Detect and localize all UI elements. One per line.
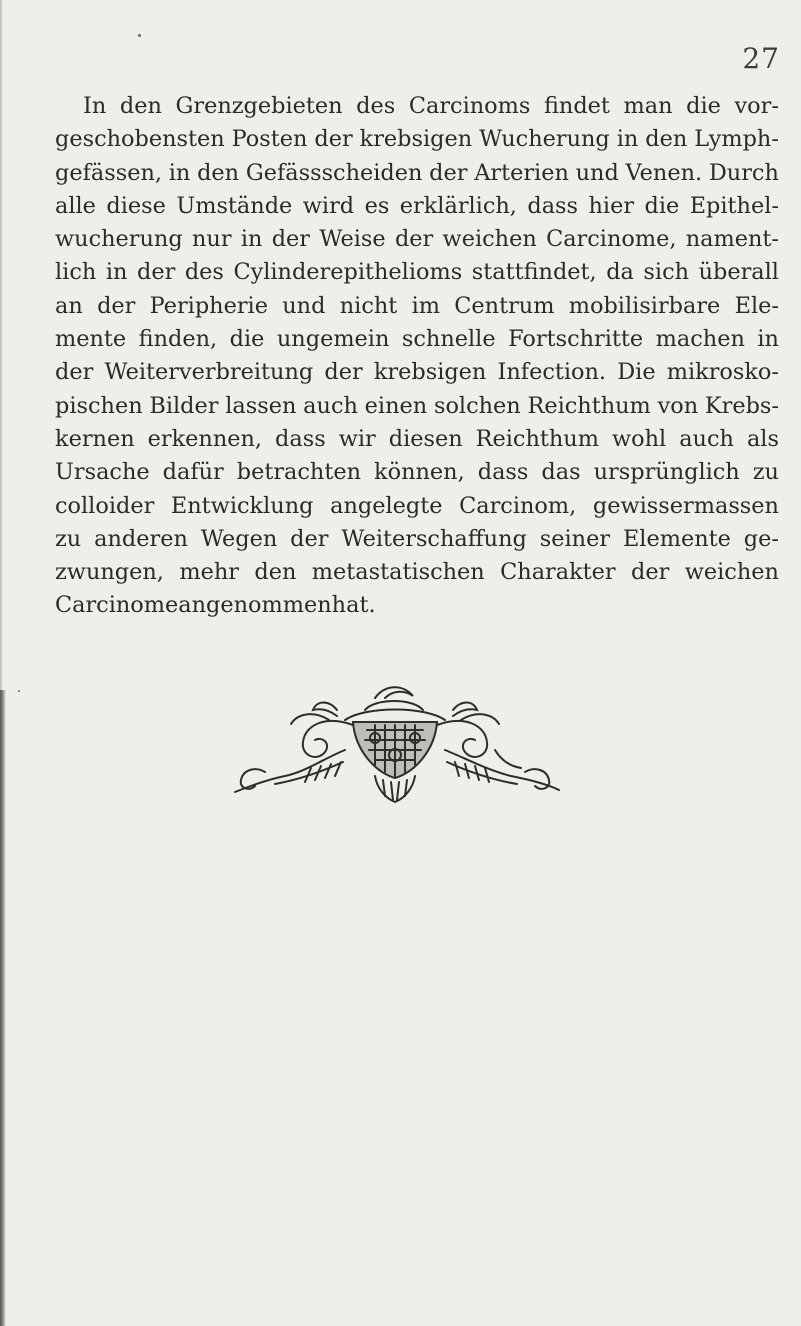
word: wird bbox=[302, 192, 355, 219]
word: der bbox=[394, 226, 434, 253]
paper-speck bbox=[138, 34, 141, 37]
word: diesen bbox=[388, 425, 463, 452]
text-line bbox=[55, 456, 779, 489]
word: Entwicklung bbox=[170, 492, 314, 519]
word: auch bbox=[679, 425, 734, 452]
word: Cylinderepithelioms bbox=[233, 259, 463, 286]
word: Gefässscheiden bbox=[245, 159, 423, 186]
word: findet bbox=[543, 93, 610, 119]
word: colloider bbox=[55, 492, 155, 519]
word: zwungen, bbox=[55, 559, 164, 586]
word: der bbox=[136, 259, 176, 286]
word: in bbox=[240, 226, 263, 253]
word: finden, bbox=[138, 326, 218, 353]
word: wohl bbox=[611, 425, 667, 452]
word: diese bbox=[106, 192, 166, 219]
word: alle bbox=[55, 192, 96, 219]
word: Elemente bbox=[622, 525, 731, 552]
word: auch bbox=[303, 392, 358, 419]
word: überall bbox=[698, 259, 779, 286]
word: mehr bbox=[179, 559, 239, 586]
word: Carcinome bbox=[55, 592, 179, 619]
word: stattfindet, bbox=[471, 259, 597, 286]
word: Posten bbox=[231, 126, 308, 153]
word: schnelle bbox=[401, 326, 496, 353]
word: Ursache bbox=[55, 459, 150, 486]
word: des bbox=[184, 259, 224, 286]
word: dass bbox=[275, 425, 326, 452]
word: hat. bbox=[331, 592, 376, 619]
word: Carcinome, bbox=[546, 226, 677, 253]
word: dass bbox=[527, 192, 579, 219]
text-line bbox=[55, 490, 779, 523]
word: Bilder bbox=[149, 392, 219, 419]
word: die bbox=[644, 192, 680, 219]
word: solchen bbox=[433, 392, 521, 419]
word: Centrum bbox=[454, 292, 555, 319]
word: als bbox=[746, 425, 779, 452]
word: Lymph- bbox=[694, 126, 779, 153]
word: Infection. bbox=[497, 359, 607, 386]
word: ursprünglich bbox=[593, 459, 740, 486]
word: Weiterschaffung bbox=[341, 525, 527, 552]
text-line bbox=[55, 556, 779, 589]
text-line bbox=[55, 123, 779, 156]
word: der bbox=[314, 126, 353, 153]
text-line bbox=[55, 223, 779, 256]
paper-speck bbox=[18, 690, 20, 692]
word: Grenzgebieten bbox=[175, 93, 343, 119]
word: und bbox=[575, 159, 619, 186]
word: nament- bbox=[685, 226, 779, 253]
text-line bbox=[55, 290, 779, 323]
word: das bbox=[541, 459, 581, 486]
word: Wegen bbox=[200, 525, 278, 552]
word: können, bbox=[374, 459, 465, 486]
word: gefässen, bbox=[55, 159, 162, 186]
word: es bbox=[364, 192, 390, 219]
word: der bbox=[55, 359, 94, 386]
word: Durch bbox=[708, 159, 779, 186]
word: geschobensten bbox=[55, 126, 225, 153]
word: angenommen bbox=[178, 592, 332, 619]
text-line bbox=[55, 190, 779, 223]
text-line bbox=[55, 356, 779, 389]
word: in bbox=[168, 159, 191, 186]
word: angelegte bbox=[330, 492, 443, 519]
word: und bbox=[282, 292, 326, 319]
text-line bbox=[55, 589, 779, 622]
word: mente bbox=[55, 326, 127, 353]
word: anderen bbox=[94, 525, 188, 552]
word: einen bbox=[364, 392, 428, 419]
word: Weiterverbreitung bbox=[104, 359, 314, 386]
word: Carcinoms bbox=[408, 93, 531, 119]
word: der bbox=[429, 159, 468, 186]
word: Krebs- bbox=[704, 392, 779, 419]
text-line bbox=[55, 157, 779, 190]
word: die bbox=[229, 326, 265, 353]
word: Charakter bbox=[500, 559, 616, 586]
word: Epithel- bbox=[689, 192, 779, 219]
text-line bbox=[55, 390, 779, 423]
word: den bbox=[254, 559, 297, 586]
body-paragraph bbox=[55, 90, 779, 623]
word: ge- bbox=[743, 525, 779, 552]
word: dass bbox=[477, 459, 529, 486]
word: Ele- bbox=[734, 292, 779, 319]
word: zu bbox=[55, 525, 82, 552]
word: wucherung bbox=[55, 226, 183, 253]
word: seiner bbox=[539, 525, 611, 552]
word: wir bbox=[338, 425, 376, 452]
word: der bbox=[324, 359, 363, 386]
page-edge-shading bbox=[0, 0, 3, 690]
word: in bbox=[757, 326, 779, 353]
floral-tailpiece-ornament-icon bbox=[225, 680, 565, 805]
word: machen bbox=[655, 326, 745, 353]
page-number: 27 bbox=[742, 42, 780, 75]
word: erkennen, bbox=[147, 425, 263, 452]
word: Venen. bbox=[625, 159, 703, 186]
word: in bbox=[616, 126, 639, 153]
word: Weise bbox=[319, 226, 386, 253]
word: Peripherie bbox=[149, 292, 268, 319]
word: den bbox=[119, 93, 162, 119]
word: des bbox=[356, 93, 396, 119]
word: kernen bbox=[55, 425, 135, 452]
text-line bbox=[55, 256, 779, 289]
word: dafür bbox=[162, 459, 224, 486]
word: mobilisirbare bbox=[568, 292, 721, 319]
word: metastatischen bbox=[311, 559, 485, 586]
word: nur bbox=[191, 226, 232, 253]
word: von bbox=[657, 392, 699, 419]
word: zu bbox=[752, 459, 779, 486]
word: der bbox=[97, 292, 136, 319]
word: ungemein bbox=[276, 326, 390, 353]
word: sich bbox=[643, 259, 690, 286]
word: betrachten bbox=[236, 459, 362, 486]
word: pischen bbox=[55, 392, 143, 419]
word: Fortschritte bbox=[508, 326, 644, 353]
word: Die bbox=[617, 359, 656, 386]
word: lassen bbox=[225, 392, 297, 419]
word: krebsigen bbox=[373, 359, 487, 386]
word: lich bbox=[55, 259, 97, 286]
word: der bbox=[631, 559, 670, 586]
word: die bbox=[686, 93, 721, 119]
word: der bbox=[271, 226, 311, 253]
word: erklärlich, bbox=[399, 192, 517, 219]
word: Reichthum bbox=[527, 392, 651, 419]
word: hier bbox=[588, 192, 635, 219]
text-line bbox=[55, 90, 779, 123]
page-binding-shadow bbox=[0, 690, 6, 1326]
word: an bbox=[55, 292, 83, 319]
word: vor- bbox=[734, 93, 779, 119]
text-line bbox=[55, 323, 779, 356]
word: den bbox=[197, 159, 240, 186]
word: mikrosko- bbox=[666, 359, 779, 386]
word: Carcinom, bbox=[459, 492, 577, 519]
word: In bbox=[83, 93, 107, 119]
word: nicht bbox=[339, 292, 398, 319]
word: krebsigen bbox=[359, 126, 473, 153]
text-line bbox=[55, 523, 779, 556]
word: Umstände bbox=[176, 192, 293, 219]
word: gewissermassen bbox=[592, 492, 779, 519]
word: da bbox=[606, 259, 634, 286]
word: weichen bbox=[684, 559, 779, 586]
word: Reichthum bbox=[475, 425, 599, 452]
word: Wucherung bbox=[479, 126, 610, 153]
word: im bbox=[411, 292, 440, 319]
word: in bbox=[105, 259, 128, 286]
word: man bbox=[623, 93, 673, 119]
text-line bbox=[55, 423, 779, 456]
word: den bbox=[645, 126, 688, 153]
word: weichen bbox=[442, 226, 537, 253]
word: Arterien bbox=[474, 159, 569, 186]
word: der bbox=[290, 525, 329, 552]
